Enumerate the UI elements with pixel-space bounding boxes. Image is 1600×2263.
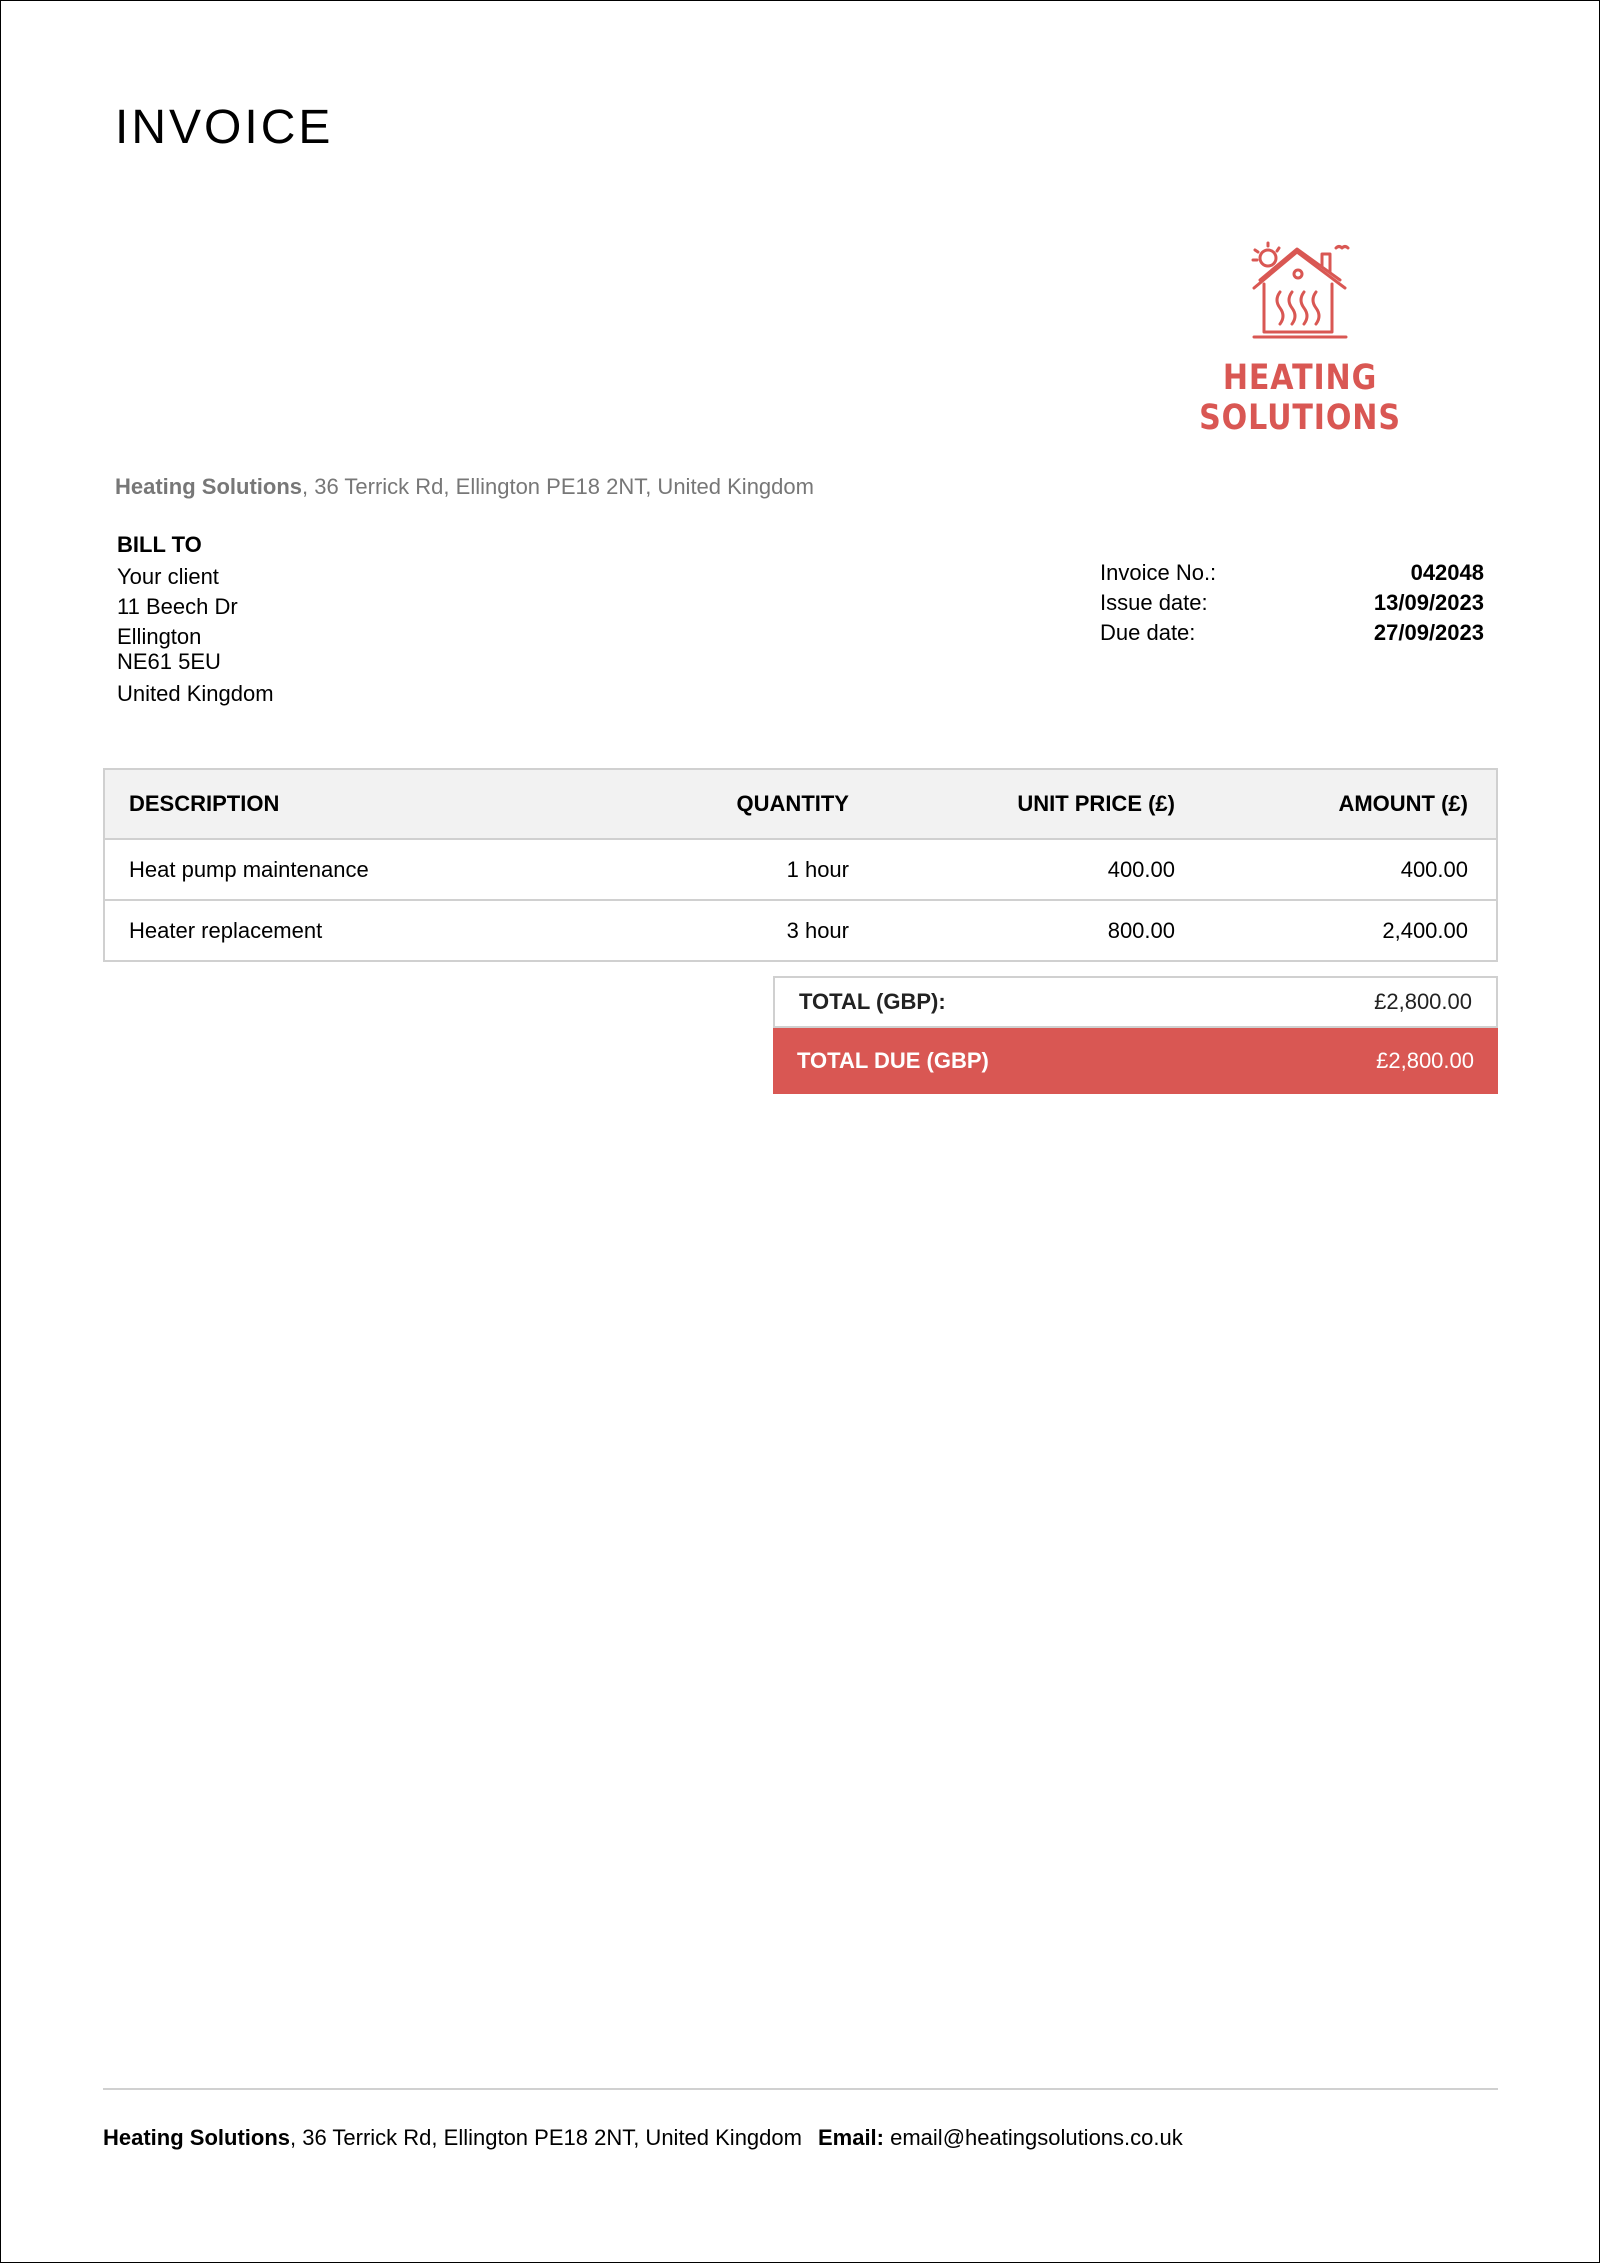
footer-email[interactable]: email@heatingsolutions.co.uk (890, 2125, 1183, 2150)
table-row (105, 838, 1496, 899)
total-due-label: TOTAL DUE (GBP) (797, 1048, 989, 1073)
house-heating-icon (1250, 240, 1350, 345)
document-title: INVOICE (115, 101, 334, 154)
issue-date-label: Issue date: (1100, 590, 1208, 615)
total-value: £2,800.00 (1374, 989, 1472, 1014)
item-quantity: 1 hour (786, 856, 849, 882)
totals-box (773, 976, 1498, 1094)
bill-to-heading: BILL TO (117, 532, 202, 557)
invoice-meta (1100, 558, 1484, 648)
footer-company-name: Heating Solutions (103, 2125, 290, 2150)
footer-divider (103, 2088, 1498, 2090)
invoice-number: 042048 (1410, 560, 1484, 585)
bill-to-block (117, 530, 274, 709)
bill-to-line: United Kingdom (117, 681, 274, 706)
sender-company-name: Heating Solutions (115, 474, 302, 499)
bill-to-line: Your client (117, 564, 219, 589)
total-due-value: £2,800.00 (1376, 1048, 1474, 1073)
issue-date-row (1100, 588, 1484, 618)
item-amount: 400.00 (1400, 856, 1468, 882)
footer-address: , 36 Terrick Rd, Ellington PE18 2NT, United Kingdom (290, 2125, 802, 2150)
issue-date: 13/09/2023 (1373, 590, 1484, 615)
line-items-table (103, 768, 1498, 962)
due-date: 27/09/2023 (1373, 620, 1484, 645)
bill-to-line: NE61 5EU (117, 649, 221, 674)
bill-to-line: Ellington (117, 624, 202, 649)
total-label: TOTAL (GBP): (799, 989, 946, 1014)
invoice-number-label: Invoice No.: (1100, 560, 1217, 585)
bill-to-line: 11 Beech Dr (117, 594, 238, 619)
total-due-row (773, 1028, 1498, 1094)
total-row (773, 976, 1498, 1028)
sender-address: , 36 Terrick Rd, Ellington PE18 2NT, United Kingdom (302, 474, 814, 499)
item-unit-price: 800.00 (1107, 917, 1175, 943)
header-unit-price: UNIT PRICE (£) (1017, 791, 1175, 816)
item-amount: 2,400.00 (1382, 917, 1468, 943)
item-description: Heat pump maintenance (129, 856, 369, 882)
footer (103, 2125, 1183, 2151)
item-quantity: 3 hour (786, 917, 849, 943)
header-description: DESCRIPTION (129, 791, 280, 816)
header-quantity: QUANTITY (736, 791, 849, 816)
item-unit-price: 400.00 (1107, 856, 1175, 882)
company-logo (1125, 240, 1475, 438)
footer-email-label: Email: (817, 2125, 884, 2150)
table-row (105, 899, 1496, 960)
header-amount: AMOUNT (£) (1338, 791, 1468, 816)
invoice-number-row (1100, 558, 1484, 588)
item-description: Heater replacement (129, 917, 323, 943)
sender-address-line (115, 474, 814, 500)
due-date-row (1100, 618, 1484, 648)
table-header-row (105, 770, 1496, 838)
due-date-label: Due date: (1100, 620, 1196, 645)
logo-text: HEATING SOLUTIONS (1199, 358, 1401, 438)
